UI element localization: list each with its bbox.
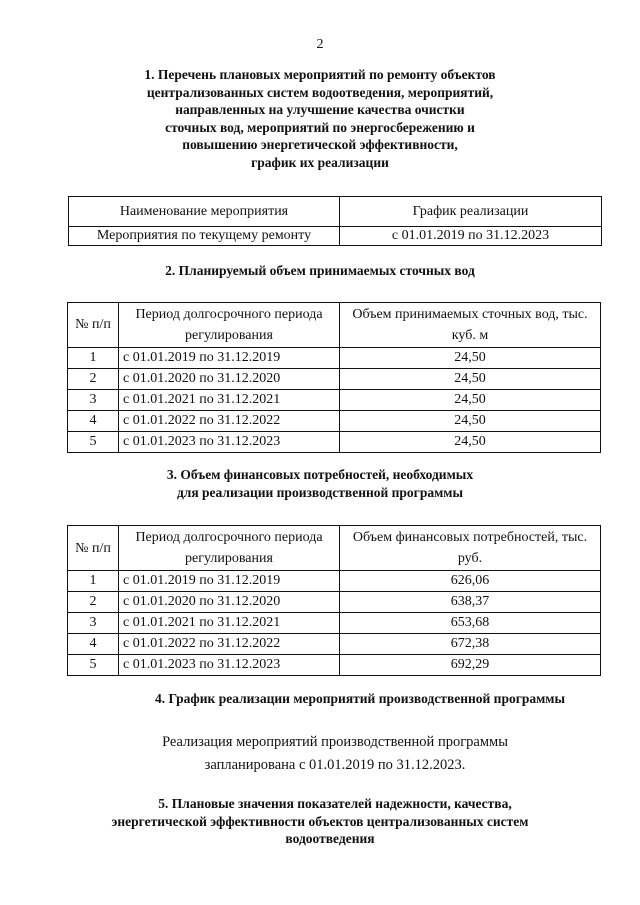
section3-heading-line: для реализации производственной программы bbox=[176, 484, 464, 500]
row-number: 4 bbox=[68, 411, 119, 432]
row-volume: 24,50 bbox=[340, 369, 601, 390]
row-volume: 24,50 bbox=[340, 432, 601, 453]
row-period: с 01.01.2019 по 31.12.2019 bbox=[119, 571, 340, 592]
section1-heading-line: 1. Перечень плановых мероприятий по ремонту объектов bbox=[144, 67, 496, 82]
section4-text-line: запланирована с 01.01.2019 по 31.12.2023. bbox=[204, 757, 466, 773]
section5-heading-line: 5. Плановые значения показателей надежности, качества, bbox=[158, 796, 512, 811]
section5-heading-line: энергетической эффективности объектов централизованных систем bbox=[111, 813, 529, 829]
table-row bbox=[69, 227, 602, 246]
financial-needs-table bbox=[67, 525, 601, 676]
row-volume: 24,50 bbox=[340, 411, 601, 432]
section3-heading bbox=[0, 466, 640, 501]
section4-text-line: Реализация мероприятий производственной программы bbox=[162, 734, 508, 750]
header-schedule: График реализации bbox=[340, 197, 602, 227]
row-amount: 653,68 bbox=[340, 613, 601, 634]
activity-schedule-cell: с 01.01.2019 по 31.12.2023 bbox=[340, 227, 602, 246]
header-activity-name: Наименование мероприятия bbox=[69, 197, 340, 227]
section3-heading-line: 3. Объем финансовых потребностей, необходимых bbox=[166, 467, 474, 482]
section4-heading bbox=[80, 690, 640, 708]
row-period: с 01.01.2022 по 31.12.2022 bbox=[119, 634, 340, 655]
activities-table bbox=[68, 196, 602, 246]
table-row bbox=[68, 369, 601, 390]
table-row bbox=[68, 348, 601, 369]
table-header-row bbox=[68, 526, 601, 571]
table-row bbox=[68, 571, 601, 592]
row-number: 4 bbox=[68, 634, 119, 655]
table-header-row bbox=[69, 197, 602, 227]
row-period: с 01.01.2020 по 31.12.2020 bbox=[119, 369, 340, 390]
table-row bbox=[68, 390, 601, 411]
section1-heading-line: график их реализации bbox=[251, 154, 389, 170]
table-row bbox=[68, 411, 601, 432]
section4-heading-line: 4. График реализации мероприятий производственной программы bbox=[154, 691, 566, 706]
row-period: с 01.01.2021 по 31.12.2021 bbox=[119, 390, 340, 411]
row-volume: 24,50 bbox=[340, 348, 601, 369]
section5-heading bbox=[0, 795, 640, 848]
row-amount: 626,06 bbox=[340, 571, 601, 592]
row-volume: 24,50 bbox=[340, 390, 601, 411]
table-header-row bbox=[68, 303, 601, 348]
header-volume: Объем принимаемых сточных вод, тыс. куб. м bbox=[340, 303, 601, 348]
table-row bbox=[68, 634, 601, 655]
row-period: с 01.01.2023 по 31.12.2023 bbox=[119, 655, 340, 676]
row-number: 3 bbox=[68, 613, 119, 634]
row-number: 2 bbox=[68, 369, 119, 390]
row-number: 5 bbox=[68, 432, 119, 453]
table-row bbox=[68, 655, 601, 676]
row-period: с 01.01.2023 по 31.12.2023 bbox=[119, 432, 340, 453]
row-number: 3 bbox=[68, 390, 119, 411]
row-amount: 638,37 bbox=[340, 592, 601, 613]
section1-heading-line: сточных вод, мероприятий по энергосбережению и bbox=[165, 119, 475, 135]
section1-heading-line: направленных на улучшение качества очистки bbox=[175, 102, 465, 117]
header-number: № п/п bbox=[68, 303, 119, 348]
table-row bbox=[68, 592, 601, 613]
section5-heading-line: водоотведения bbox=[285, 831, 375, 846]
row-number: 1 bbox=[68, 348, 119, 369]
row-period: с 01.01.2020 по 31.12.2020 bbox=[119, 592, 340, 613]
row-amount: 692,29 bbox=[340, 655, 601, 676]
activity-name-cell: Мероприятия по текущему ремонту bbox=[69, 227, 340, 246]
section4-paragraph bbox=[0, 731, 640, 777]
row-period: с 01.01.2022 по 31.12.2022 bbox=[119, 411, 340, 432]
header-period: Период долгосрочного периода регулирования bbox=[119, 526, 340, 571]
row-amount: 672,38 bbox=[340, 634, 601, 655]
section2-heading-line: 2. Планируемый объем принимаемых сточных вод bbox=[165, 263, 475, 278]
wastewater-volume-table bbox=[67, 302, 601, 453]
row-number: 2 bbox=[68, 592, 119, 613]
section2-heading bbox=[0, 262, 640, 280]
row-number: 5 bbox=[68, 655, 119, 676]
table-row bbox=[68, 613, 601, 634]
section1-heading bbox=[0, 66, 640, 171]
header-period: Период долгосрочного периода регулирования bbox=[119, 303, 340, 348]
page-number: 2 bbox=[316, 37, 324, 52]
section1-heading-line: повышению энергетической эффективности, bbox=[182, 137, 458, 152]
row-period: с 01.01.2021 по 31.12.2021 bbox=[119, 613, 340, 634]
row-period: с 01.01.2019 по 31.12.2019 bbox=[119, 348, 340, 369]
row-number: 1 bbox=[68, 571, 119, 592]
table-row bbox=[68, 432, 601, 453]
section1-heading-line: централизованных систем водоотведения, мероприятий, bbox=[146, 84, 494, 100]
header-number: № п/п bbox=[68, 526, 119, 571]
header-financial-needs: Объем финансовых потребностей, тыс. руб. bbox=[340, 526, 601, 571]
